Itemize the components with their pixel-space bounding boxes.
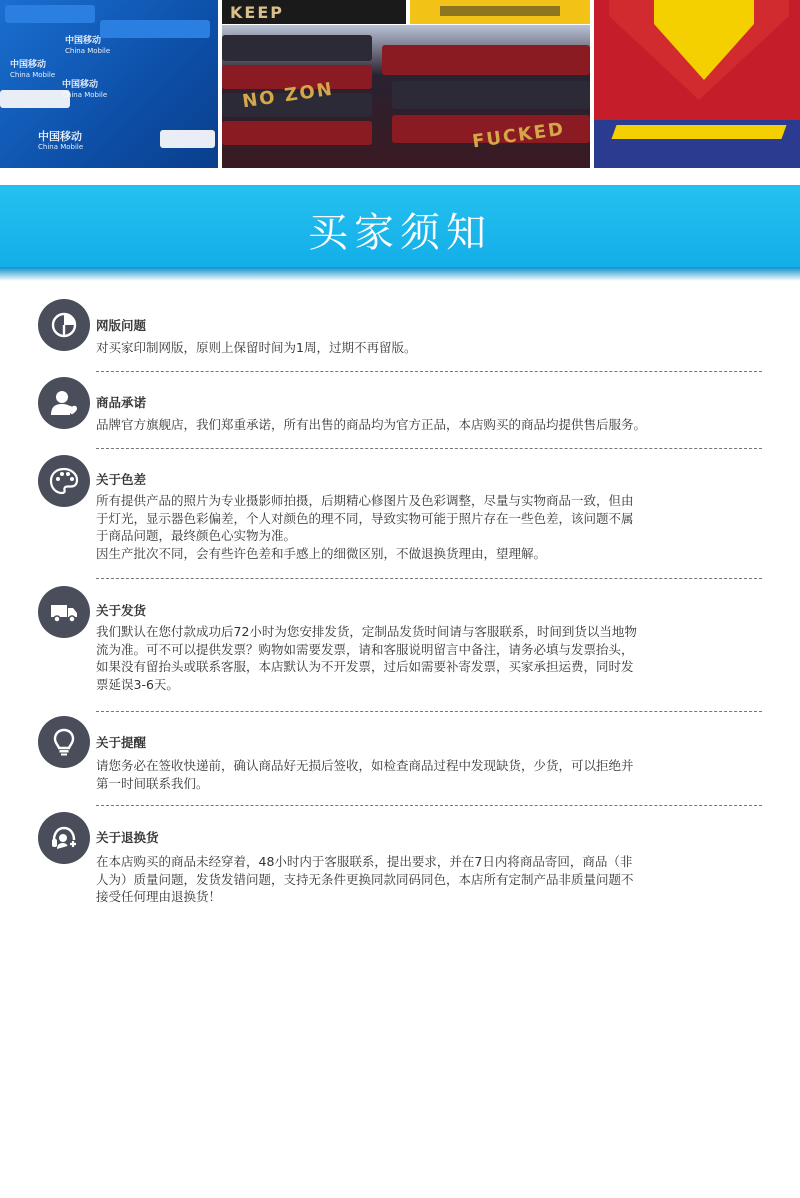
section-text: 第一时间联系我们。 xyxy=(96,775,209,791)
section-text: 对买家印制网版，原则上保留时间为1周，过期不再留版。 xyxy=(96,340,417,355)
yellow-shirt-photo xyxy=(410,0,590,24)
banner-shadow xyxy=(0,267,800,281)
brand-logo-text: 中国移动 China Mobile xyxy=(65,36,111,55)
product-photo-strip xyxy=(0,0,800,168)
print-text: FUCKED xyxy=(470,118,567,153)
notice-section-returns xyxy=(38,812,762,912)
section-text: 人为）质量问题，发货发错问题，支持无条件更换同款同码同色，本店所有定制产品非质量问题不 xyxy=(96,871,634,887)
blue-shirts-photo xyxy=(0,0,218,168)
printed-shirt-stack-photo: NO ZON FUCKED xyxy=(222,25,590,168)
section-text: 请您务必在签收快递前，确认商品好无损后签收，如检查商品过程中发现缺货，少货，可以拒绝并 xyxy=(96,758,634,773)
section-text: 于商品问题，最终颜色心实物为准。 xyxy=(96,528,297,543)
section-text: 品牌官方旗舰店，我们郑重承诺，所有出售的商品均为官方正品，本店购买的商品均提供售后服务。 xyxy=(96,417,647,432)
section-text: 如果没有留抬头或联系客服，本店默认为不开发票，过后如需要补寄发票，买家承担运费，同时发 xyxy=(96,659,634,674)
section-text: 在本店购买的商品未经穿着，48小时内于客服联系，提出要求，并在7日内将商品寄回，商品（非 xyxy=(96,854,633,869)
section-title: 商品承诺 xyxy=(96,395,147,410)
section-text: 于灯光，显示器色彩偏差，个人对颜色的理不同，导致实物可能于照片存在一些色差，该问题不属 xyxy=(96,510,634,526)
section-text: 票延误3-6天。 xyxy=(96,676,179,692)
section-title: 关于提醒 xyxy=(96,735,147,750)
section-text: 因生产批次不同，会有些许色差和手感上的细微区别，不做退换货理由，望理解。 xyxy=(96,545,547,561)
pie-chart-icon xyxy=(38,299,90,351)
notice-section-shipping xyxy=(38,586,762,712)
divider xyxy=(96,578,762,579)
print-text: KEEP xyxy=(230,3,284,22)
section-text: 流为准。可不可以提供发票？购物如需要发票，请和客服说明留言中备注，请务必填与发票抬头， xyxy=(96,641,634,657)
lightbulb-icon xyxy=(38,716,90,768)
section-title: 关于退换货 xyxy=(96,830,159,845)
section-text: 所有提供产品的照片为专业摄影师拍摄，后期精心修图片及色彩调整，尽量与实物商品一致，但由 xyxy=(96,493,634,508)
brand-logo-text: 中国移动 China Mobile xyxy=(38,130,84,151)
divider xyxy=(96,805,762,806)
divider xyxy=(96,448,762,449)
divider xyxy=(96,371,762,372)
notice-section-color xyxy=(38,455,762,579)
notice-section-reminder xyxy=(38,716,762,806)
truck-icon xyxy=(38,586,90,638)
buyer-notice-banner xyxy=(0,185,800,267)
divider xyxy=(96,711,762,712)
notice-section-promise xyxy=(38,377,762,449)
section-title: 网版问题 xyxy=(96,318,147,333)
notice-section-screen xyxy=(38,299,762,371)
section-title: 关于色差 xyxy=(96,472,147,487)
black-shirt-photo xyxy=(222,0,406,24)
section-text: 接受任何理由退换货！ xyxy=(96,889,222,904)
section-text: 我们默认在您付款成功后72小时为您安排发货，定制品发货时间请与客服联系，时间到货以当地物 xyxy=(96,624,637,639)
return-headset-icon xyxy=(38,812,90,864)
user-heart-icon xyxy=(38,377,90,429)
brand-logo-text: 中国移动 China Mobile xyxy=(10,60,56,79)
brand-logo-text: 中国移动 China Mobile xyxy=(62,80,108,99)
section-title: 关于发货 xyxy=(96,603,147,618)
page-title: 买家须知 xyxy=(308,210,492,256)
superman-shirt-photo xyxy=(594,0,800,168)
palette-icon xyxy=(38,455,90,507)
